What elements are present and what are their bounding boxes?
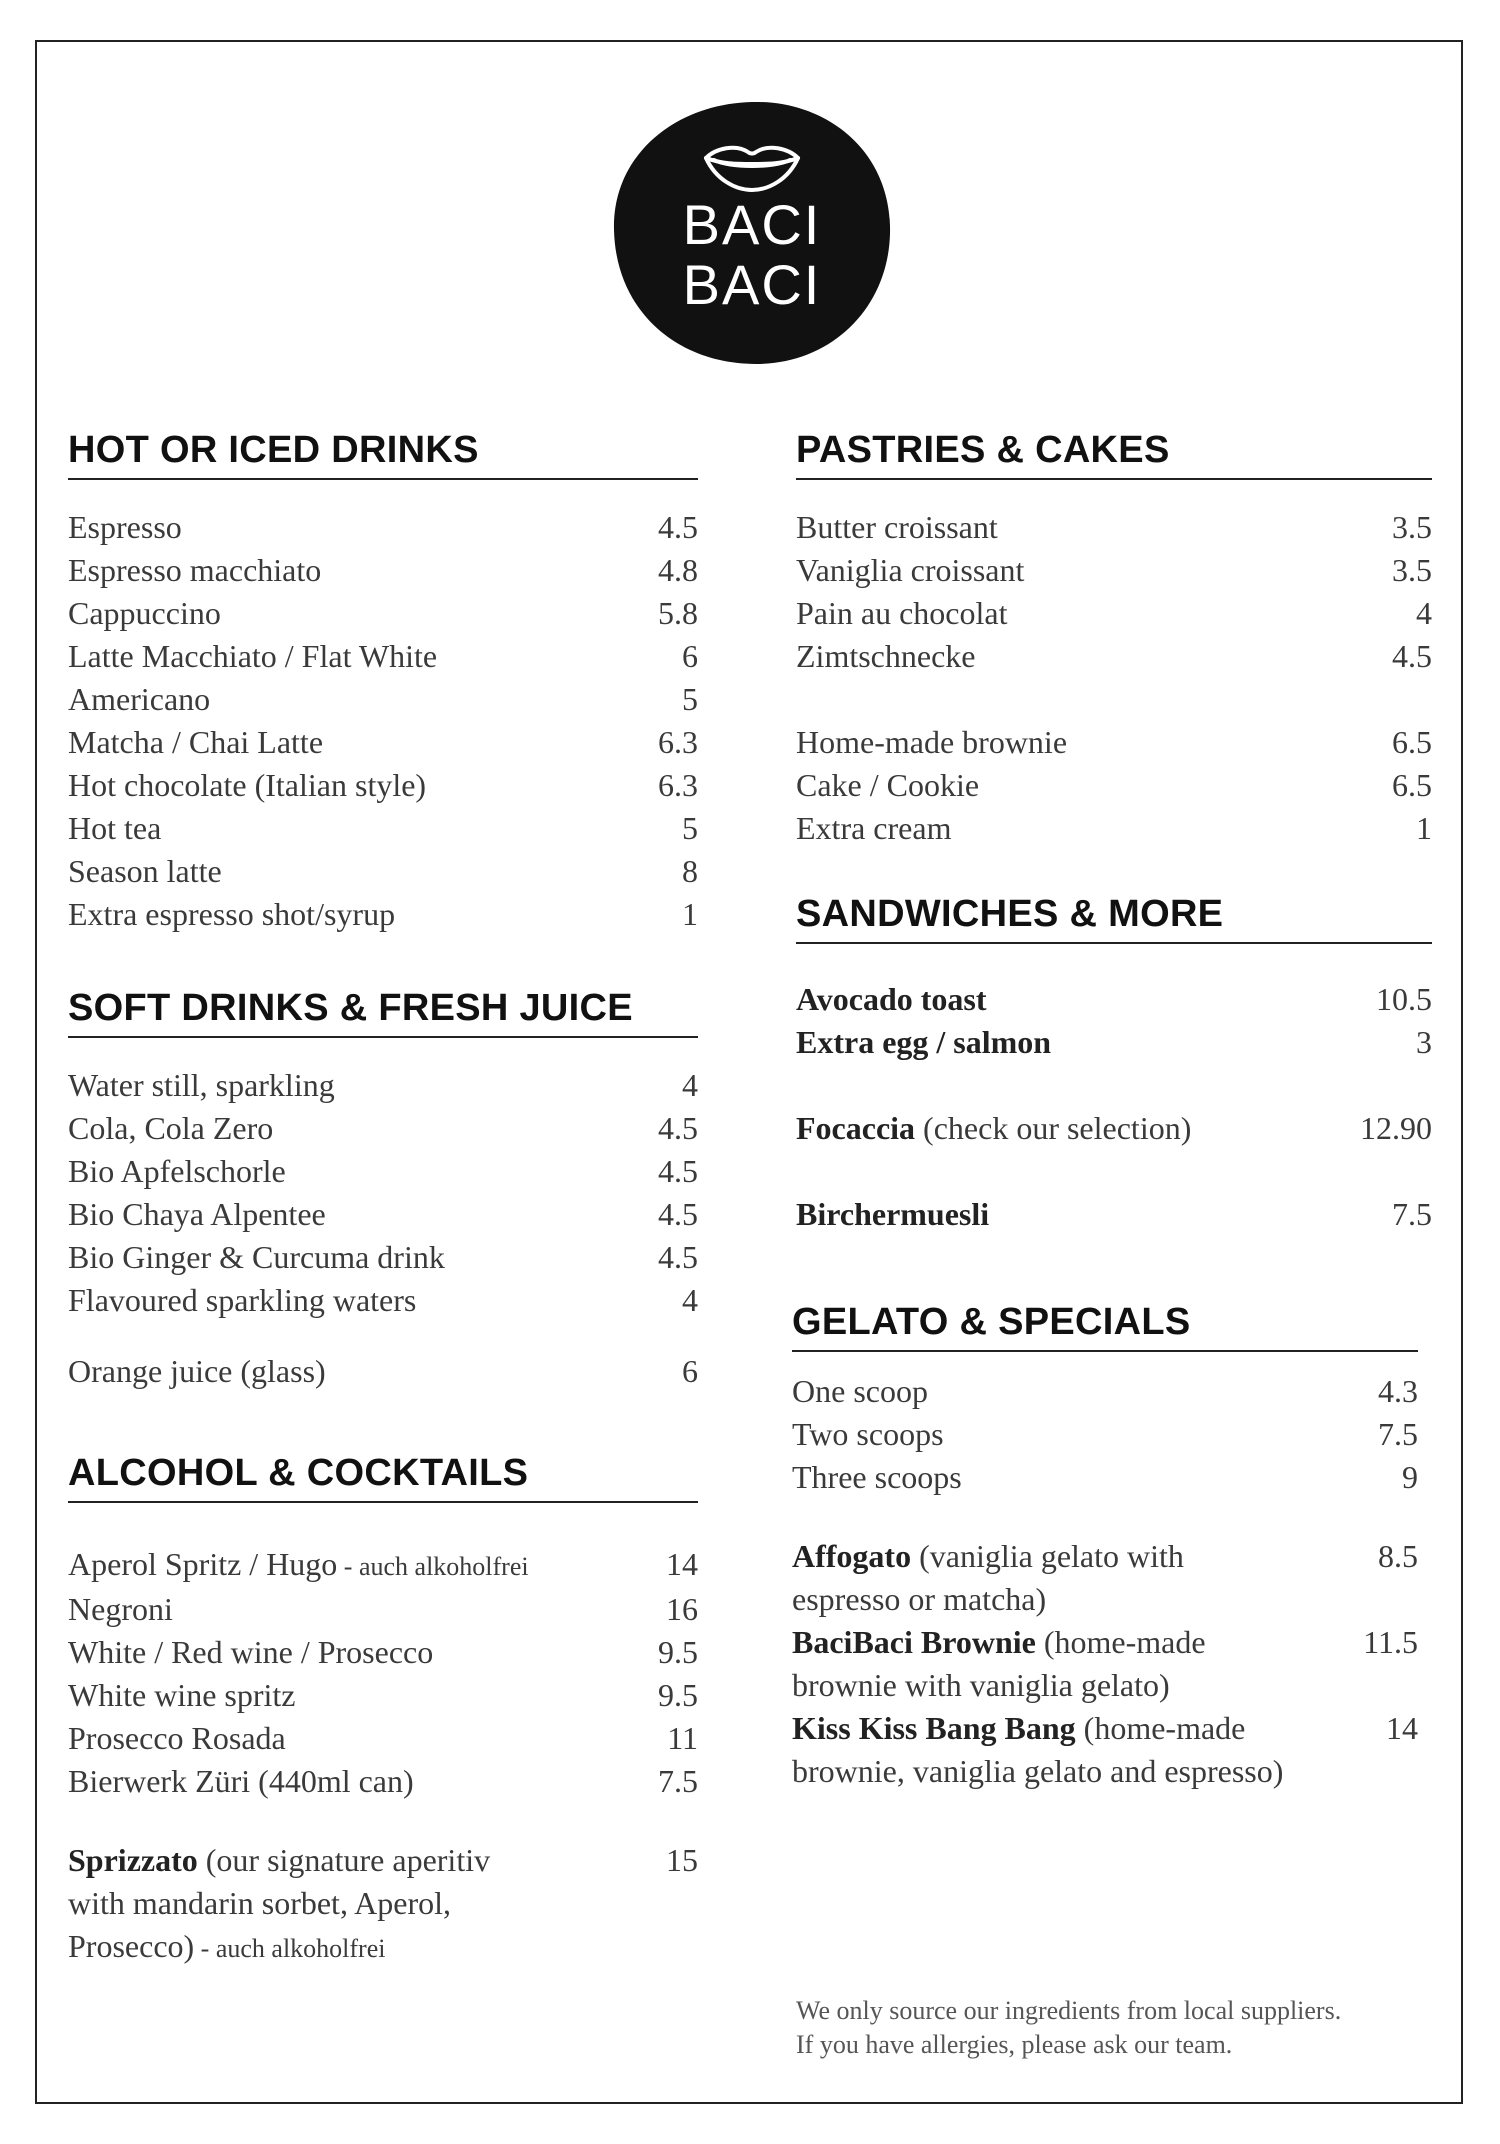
menu-item [796,549,1432,592]
item-name: Focaccia [796,1110,916,1146]
item-price: 4.5 [658,1153,698,1189]
menu-item [68,807,698,850]
menu-item [796,807,1432,850]
item-name: Two scoops [792,1416,944,1452]
item-price: 14 [1386,1710,1418,1746]
menu-item-special [792,1621,1418,1707]
item-name: Hot tea [68,810,162,846]
left-column [68,428,698,1970]
logo-text-line2: BACI [682,253,822,316]
item-price: 9.5 [658,1634,698,1670]
item-name: One scoop [792,1373,928,1409]
item-desc: (our signature aperitiv [197,1842,491,1878]
item-price: 6.3 [658,724,698,760]
menu-item [68,1064,698,1107]
item-price: 5 [682,681,698,717]
menu-item-special [792,1707,1418,1793]
item-price: 5 [682,810,698,846]
item-price: 15 [666,1842,698,1878]
item-desc: espresso or matcha) [792,1581,1047,1617]
menu-item [68,1107,698,1150]
item-price: 8 [682,853,698,889]
menu-item [68,1717,698,1760]
section-gelato [792,1300,1418,1793]
item-note: - auch alkoholfrei [194,1934,386,1963]
section-soft-drinks [68,986,698,1393]
item-list [68,1064,698,1393]
item-list [68,506,698,936]
item-price: 4.5 [658,1196,698,1232]
item-name: Orange juice (glass) [68,1353,326,1389]
item-price: 5.8 [658,595,698,631]
item-name: Aperol Spritz / Hugo [68,1546,338,1582]
menu-item [68,893,698,936]
menu-item [68,1543,698,1588]
item-name: Bierwerk Züri (440ml can) [68,1763,414,1799]
item-list [792,1370,1418,1793]
menu-item [796,1193,1432,1236]
item-name: Pain au chocolat [796,595,1008,631]
item-name: Zimtschnecke [796,638,976,674]
item-name: White / Red wine / Prosecco [68,1634,434,1670]
menu-item [796,506,1432,549]
menu-item-special [792,1535,1418,1621]
item-price: 6.5 [1392,767,1432,803]
item-name: Cake / Cookie [796,767,980,803]
menu-item [792,1370,1418,1413]
section-title: GELATO & SPECIALS [792,1300,1418,1352]
right-column [792,428,1432,1793]
item-price: 4 [1416,595,1432,631]
item-name: Extra cream [796,810,952,846]
item-price: 12.90 [1360,1110,1432,1146]
menu-item [796,764,1432,807]
item-price: 11 [667,1720,698,1756]
item-price: 1 [682,896,698,932]
item-price: 3 [1416,1024,1432,1060]
menu-item [792,1413,1418,1456]
menu-item [68,678,698,721]
footer-line: If you have allergies, please ask our team. [796,2030,1233,2059]
item-desc: Prosecco) [68,1928,195,1964]
item-price: 10.5 [1376,981,1432,1017]
menu-item [68,1150,698,1193]
item-desc: with mandarin sorbet, Aperol, [68,1885,452,1921]
menu-item [68,1674,698,1717]
menu-item [68,506,698,549]
menu-item [796,1107,1432,1150]
section-title: SOFT DRINKS & FRESH JUICE [68,986,698,1038]
item-name: Three scoops [792,1459,962,1495]
item-price: 9 [1402,1459,1418,1495]
item-desc: (home-made [1075,1710,1246,1746]
item-price: 4.5 [658,509,698,545]
item-price: 6.5 [1392,724,1432,760]
item-name: Bio Ginger & Curcuma drink [68,1239,445,1275]
item-price: 11.5 [1363,1624,1418,1660]
item-list [796,506,1432,850]
menu-item [796,721,1432,764]
item-price: 6 [682,1353,698,1389]
section-pastries [796,428,1432,850]
item-name: White wine spritz [68,1677,296,1713]
item-desc: brownie, vaniglia gelato and espresso) [792,1753,1284,1789]
item-name: Affogato [792,1538,912,1574]
item-name: Bio Apfelschorle [68,1153,286,1189]
item-name: Sprizzato [68,1842,198,1878]
menu-item [68,549,698,592]
item-price: 4 [682,1067,698,1103]
item-name: Birchermuesli [796,1196,990,1232]
menu-item [68,850,698,893]
item-price: 6 [682,638,698,674]
item-name: Home-made brownie [796,724,1068,760]
menu-item [68,721,698,764]
item-name: BaciBaci Brownie [792,1624,1036,1660]
item-name: Flavoured sparkling waters [68,1282,417,1318]
item-name: Cappuccino [68,595,221,631]
item-name: Extra espresso shot/syrup [68,896,396,932]
item-desc: brownie with vaniglia gelato) [792,1667,1170,1703]
item-name: Matcha / Chai Latte [68,724,324,760]
item-name: Water still, sparkling [68,1067,335,1103]
section-title: ALCOHOL & COCKTAILS [68,1451,698,1503]
item-name: Bio Chaya Alpentee [68,1196,326,1232]
section-title: PASTRIES & CAKES [796,428,1432,480]
item-desc: (check our selection) [915,1110,1192,1146]
menu-item [68,1193,698,1236]
item-price: 4.5 [658,1110,698,1146]
item-price: 7.5 [658,1763,698,1799]
item-name: Extra egg / salmon [796,1024,1052,1060]
item-list [68,1543,698,1970]
section-sandwiches [796,892,1432,1236]
section-title: HOT OR ICED DRINKS [68,428,698,480]
baci-baci-logo [612,98,892,366]
item-name: Americano [68,681,211,717]
item-price: 14 [666,1546,698,1582]
item-desc: (vaniglia gelato with [911,1538,1184,1574]
item-price: 8.5 [1378,1538,1418,1574]
menu-item [796,1021,1432,1064]
item-name: Espresso macchiato [68,552,322,588]
menu-item [68,592,698,635]
item-name: Avocado toast [796,981,987,1017]
menu-item [792,1456,1418,1499]
item-name: Espresso [68,509,182,545]
footer-line: We only source our ingredients from local suppliers. [796,1996,1342,2025]
item-price: 1 [1416,810,1432,846]
menu-item [796,635,1432,678]
item-price: 3.5 [1392,552,1432,588]
item-price: 4.3 [1378,1373,1418,1409]
item-price: 4.5 [658,1239,698,1275]
item-list [796,978,1432,1236]
item-price: 3.5 [1392,509,1432,545]
item-name: Negroni [68,1591,173,1627]
menu-item [68,1760,698,1803]
item-price: 4 [682,1282,698,1318]
menu-item [68,1279,698,1322]
menu-item [68,635,698,678]
item-name: Hot chocolate (Italian style) [68,767,427,803]
item-name: Season latte [68,853,222,889]
item-note: - auch alkoholfrei [337,1552,529,1581]
item-desc: (home-made [1035,1624,1206,1660]
menu-item [68,1350,698,1393]
menu-item [68,764,698,807]
footer-note [796,1994,1341,2062]
menu-item [796,978,1432,1021]
section-title: SANDWICHES & MORE [796,892,1432,944]
item-price: 6.3 [658,767,698,803]
item-price: 9.5 [658,1677,698,1713]
section-alcohol [68,1451,698,1970]
item-name: Latte Macchiato / Flat White [68,638,438,674]
logo-text-line1: BACI [682,193,822,256]
menu-item [68,1631,698,1674]
item-price: 4.5 [1392,638,1432,674]
item-name: Prosecco Rosada [68,1720,286,1756]
menu-item-special [68,1839,698,1970]
item-name: Kiss Kiss Bang Bang [792,1710,1076,1746]
item-name: Vaniglia croissant [796,552,1025,588]
menu-item [68,1588,698,1631]
item-price: 16 [666,1591,698,1627]
menu-item [796,592,1432,635]
section-hot-drinks [68,428,698,936]
menu-item [68,1236,698,1279]
item-price: 7.5 [1378,1416,1418,1452]
item-name: Cola, Cola Zero [68,1110,274,1146]
item-name: Butter croissant [796,509,998,545]
item-price: 7.5 [1392,1196,1432,1232]
item-price: 4.8 [658,552,698,588]
